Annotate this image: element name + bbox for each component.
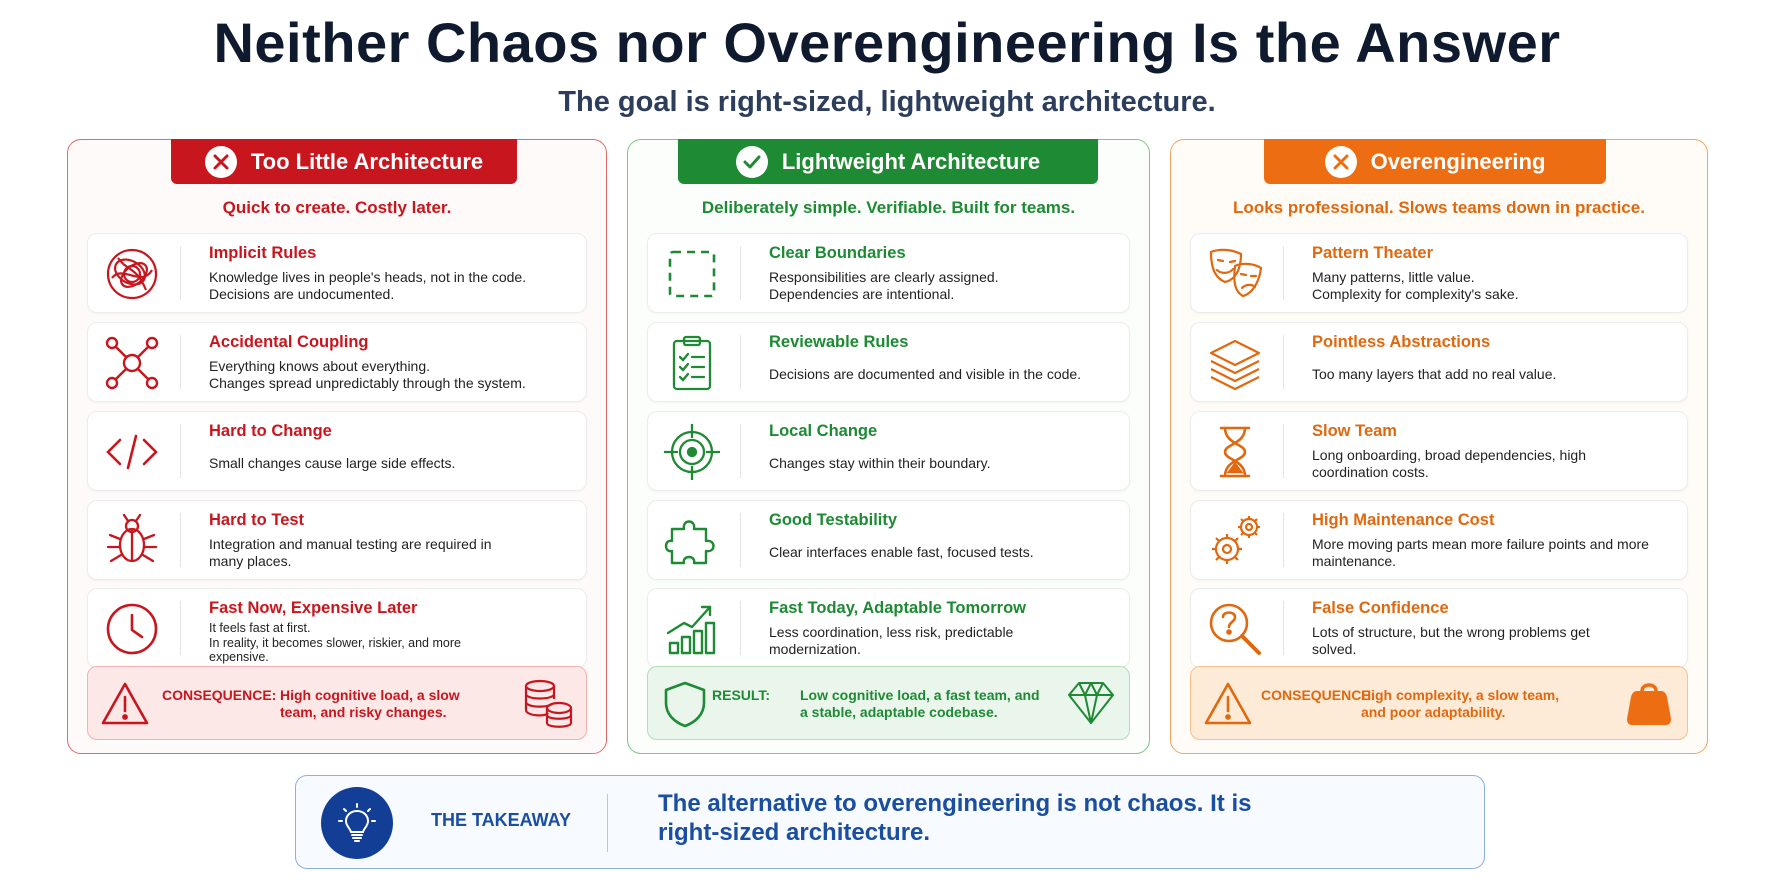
item-local-change bbox=[647, 411, 1130, 491]
theater-masks-icon bbox=[1205, 244, 1265, 304]
gears-icon bbox=[1205, 511, 1265, 571]
hourglass-icon bbox=[1205, 422, 1265, 482]
item-fast-today-adaptable-tomorrow bbox=[647, 588, 1130, 668]
item-accidental-coupling bbox=[87, 322, 587, 402]
item-title: Pattern Theater bbox=[1312, 244, 1434, 262]
warning-icon bbox=[1203, 679, 1253, 729]
footer-text: Low cognitive load, a fast team, and a stable, adaptable codebase. bbox=[800, 687, 1040, 720]
takeaway-label: THE TAKEAWAY bbox=[431, 810, 572, 830]
item-title: Accidental Coupling bbox=[209, 333, 369, 351]
footer-label: CONSEQUENCE: bbox=[162, 687, 277, 703]
item-reviewable-rules bbox=[647, 322, 1130, 402]
clipboard-icon bbox=[662, 333, 722, 393]
item-line: Everything knows about everything. bbox=[209, 358, 431, 374]
column-tagline: Looks professional. Slows teams down in practice. bbox=[1233, 198, 1645, 217]
item-title: Local Change bbox=[769, 422, 878, 440]
column-heading-label: Lightweight Architecture bbox=[781, 148, 1041, 174]
target-icon bbox=[662, 422, 722, 482]
lightbulb-icon bbox=[321, 787, 393, 859]
item-title: Good Testability bbox=[769, 511, 898, 529]
weight-icon bbox=[1623, 677, 1675, 729]
x-circle-icon bbox=[205, 146, 237, 178]
item-title: Pointless Abstractions bbox=[1312, 333, 1491, 351]
item-line: More moving parts mean more failure points and more maintenance. bbox=[1312, 536, 1649, 569]
item-line: Small changes cause large side effects. bbox=[209, 455, 456, 471]
check-circle-icon bbox=[736, 146, 768, 178]
item-pointless-abstractions bbox=[1190, 322, 1688, 402]
item-title: Hard to Test bbox=[209, 511, 305, 529]
consequence-box bbox=[87, 666, 587, 740]
column-lightweight-architecture bbox=[627, 139, 1150, 754]
column-heading-label: Overengineering bbox=[1370, 148, 1546, 174]
item-line: Changes spread unpredictably through the system. bbox=[209, 375, 526, 391]
item-pattern-theater bbox=[1190, 233, 1688, 313]
item-line: Less coordination, less risk, predictable modernization. bbox=[769, 624, 1014, 657]
network-icon bbox=[102, 333, 162, 393]
item-slow-team bbox=[1190, 411, 1688, 491]
item-clear-boundaries bbox=[647, 233, 1130, 313]
code-icon bbox=[102, 422, 162, 482]
item-line: Integration and manual testing are required in many places. bbox=[209, 536, 492, 569]
item-line: Complexity for complexity's sake. bbox=[1312, 286, 1519, 302]
page-title: Neither Chaos nor Overengineering Is the Answer bbox=[213, 11, 1561, 74]
item-title: False Confidence bbox=[1312, 599, 1449, 617]
footer-label: CONSEQUENCE: bbox=[1261, 687, 1376, 703]
item-title: Slow Team bbox=[1312, 422, 1397, 440]
result-box bbox=[647, 666, 1130, 740]
warning-icon bbox=[100, 679, 150, 729]
column-tagline: Deliberately simple. Verifiable. Built for teams. bbox=[701, 198, 1076, 217]
item-line: Lots of structure, but the wrong problems get solved. bbox=[1312, 624, 1590, 657]
boundary-icon bbox=[662, 244, 722, 304]
item-title: Fast Today, Adaptable Tomorrow bbox=[769, 599, 1026, 617]
shield-icon bbox=[660, 679, 710, 729]
item-title: Reviewable Rules bbox=[769, 333, 909, 351]
item-title: Hard to Change bbox=[209, 422, 332, 440]
item-line: Many patterns, little value. bbox=[1312, 269, 1475, 285]
x-circle-icon bbox=[1325, 146, 1357, 178]
item-line: In reality, it becomes slower, riskier, and more expensive. bbox=[209, 635, 461, 664]
item-line: It feels fast at first. bbox=[209, 621, 311, 635]
question-magnifier-icon bbox=[1205, 599, 1265, 659]
footer-label: RESULT: bbox=[712, 687, 771, 703]
item-line: Knowledge lives in people's heads, not in the code. bbox=[209, 269, 527, 285]
column-too-little-architecture bbox=[67, 139, 607, 754]
item-line: Long onboarding, broad dependencies, high coordination costs. bbox=[1312, 447, 1587, 480]
item-line: Too many layers that add no real value. bbox=[1312, 366, 1557, 382]
column-overengineering bbox=[1170, 139, 1708, 754]
bug-icon bbox=[102, 511, 162, 571]
item-good-testability bbox=[647, 500, 1130, 580]
layers-icon bbox=[1205, 333, 1265, 393]
takeaway-box bbox=[295, 775, 1485, 869]
item-line: Dependencies are intentional. bbox=[769, 286, 955, 302]
item-title: Implicit Rules bbox=[209, 244, 317, 262]
item-title: Clear Boundaries bbox=[769, 244, 906, 262]
item-high-maintenance-cost bbox=[1190, 500, 1688, 580]
item-line: Decisions are documented and visible in the code. bbox=[769, 366, 1082, 382]
column-heading bbox=[171, 139, 517, 184]
column-heading-label: Too Little Architecture bbox=[250, 148, 484, 174]
coins-icon bbox=[522, 677, 574, 729]
column-tagline: Quick to create. Costly later. bbox=[222, 198, 452, 217]
footer-text: High cognitive load, a slow team, and risky changes. bbox=[280, 687, 460, 720]
diamond-icon bbox=[1065, 677, 1117, 729]
item-line: Changes stay within their boundary. bbox=[769, 455, 991, 471]
page-subtitle: The goal is right-sized, lightweight architecture. bbox=[558, 86, 1216, 118]
item-false-confidence bbox=[1190, 588, 1688, 668]
clock-icon bbox=[102, 599, 162, 659]
item-title: Fast Now, Expensive Later bbox=[209, 599, 418, 617]
item-line: Clear interfaces enable fast, focused tests. bbox=[769, 544, 1034, 560]
item-title: High Maintenance Cost bbox=[1312, 511, 1495, 529]
item-line: Responsibilities are clearly assigned. bbox=[769, 269, 999, 285]
growth-chart-icon bbox=[662, 599, 722, 659]
column-heading bbox=[1264, 139, 1606, 184]
column-heading bbox=[678, 139, 1098, 184]
item-hard-to-test bbox=[87, 500, 587, 580]
consequence-box bbox=[1190, 666, 1688, 740]
item-hard-to-change bbox=[87, 411, 587, 491]
takeaway-text: The alternative to overengineering is not chaos. It is right-sized architecture. bbox=[658, 790, 1252, 846]
item-line: Decisions are undocumented. bbox=[209, 286, 395, 302]
tangle-icon bbox=[102, 244, 162, 304]
item-fast-now-expensive-later bbox=[87, 588, 587, 668]
item-implicit-rules bbox=[87, 233, 587, 313]
puzzle-icon bbox=[662, 511, 722, 571]
footer-text: High complexity, a slow team, and poor adaptability. bbox=[1361, 687, 1560, 720]
